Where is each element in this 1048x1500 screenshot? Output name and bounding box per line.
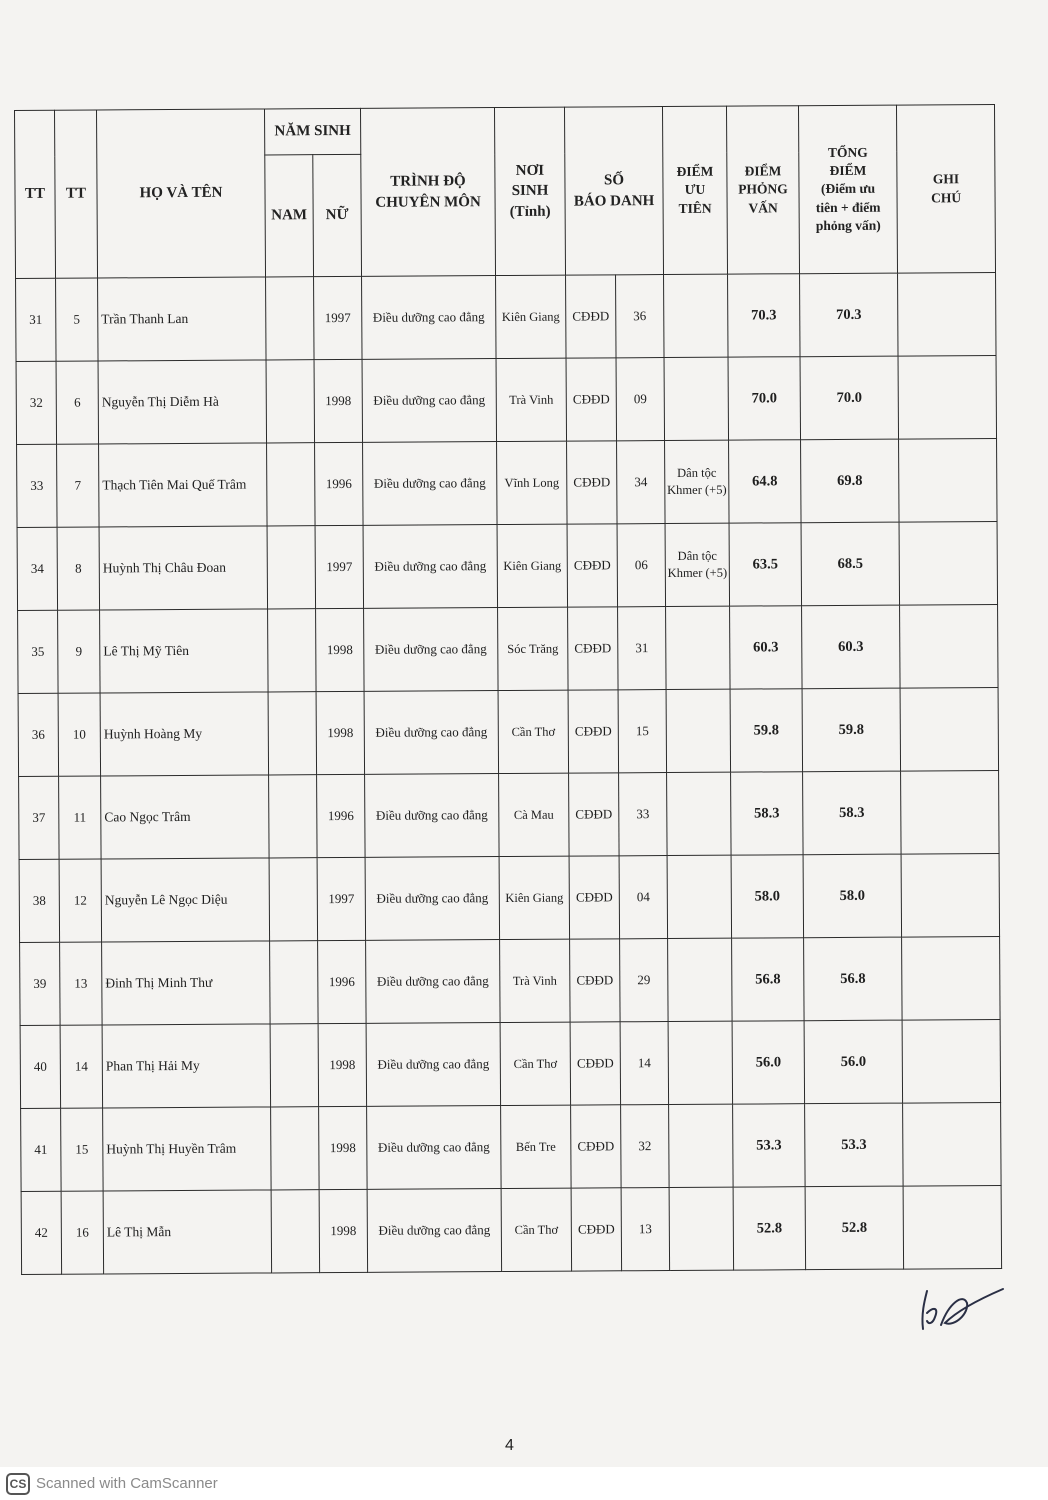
row-sub-index-cell: 8	[57, 527, 100, 610]
candidate-number-cell: 13	[621, 1188, 670, 1271]
birthplace-cell: Kiên Giang	[496, 275, 567, 358]
birth-year-male-cell	[268, 692, 317, 775]
birth-year-male-cell	[267, 443, 316, 526]
note-cell	[900, 605, 999, 689]
row-sub-index-cell: 7	[57, 444, 100, 527]
birth-year-female-cell: 1998	[316, 608, 365, 691]
candidate-number-cell: 33	[619, 773, 668, 856]
birth-year-female-cell: 1997	[317, 857, 366, 940]
total-score-cell: 58.3	[803, 771, 902, 855]
header-birthplace: NƠI SINH (Tỉnh)	[495, 107, 566, 275]
interview-score-cell: 70.3	[728, 274, 801, 357]
interview-score-cell: 70.0	[728, 357, 801, 440]
total-score-cell: 53.3	[805, 1103, 904, 1187]
priority-points-cell	[669, 1187, 734, 1270]
row-index-cell: 36	[18, 693, 59, 776]
scanner-watermark-text: Scanned with CamScanner	[36, 1475, 218, 1492]
candidate-number-cell: 04	[619, 856, 668, 939]
total-score-cell: 70.0	[800, 356, 899, 440]
total-score-cell: 60.3	[802, 605, 901, 689]
priority-points-cell	[664, 274, 729, 357]
table-row	[20, 1019, 1001, 1108]
row-index-cell: 33	[17, 444, 58, 527]
row-sub-index-cell: 15	[61, 1108, 104, 1191]
row-index-cell: 41	[21, 1108, 62, 1191]
qualification-cell: Điều dưỡng cao đẳng	[365, 857, 500, 941]
birthplace-cell: Sóc Trăng	[498, 607, 569, 690]
header-tt-sub: TT	[55, 110, 98, 278]
birth-year-female-cell: 1996	[315, 442, 364, 525]
note-cell	[899, 522, 998, 606]
row-sub-index-cell: 6	[56, 361, 99, 444]
candidate-number-cell: 15	[618, 690, 667, 773]
interview-score-cell: 64.8	[729, 440, 802, 523]
row-index-cell: 37	[19, 776, 60, 859]
qualification-cell: Điều dưỡng cao đẳng	[366, 940, 501, 1024]
candidate-code-cell: CĐĐD	[566, 275, 617, 358]
candidate-name-cell: Trần Thanh Lan	[98, 277, 267, 361]
priority-points-cell	[664, 357, 729, 440]
priority-points-cell	[668, 1021, 733, 1104]
qualification-cell: Điều dưỡng cao đẳng	[365, 774, 500, 858]
candidate-name-cell: Huỳnh Thị Huyền Trâm	[103, 1107, 272, 1191]
candidate-name-cell: Nguyễn Thị Diễm Hà	[98, 360, 267, 444]
priority-points-cell: Dân tộc Khmer (+5)	[665, 523, 730, 606]
note-cell	[898, 273, 997, 357]
birthplace-cell: Kiên Giang	[499, 856, 570, 939]
candidate-name-cell: Lê Thị Mẫn	[103, 1190, 272, 1274]
candidate-code-cell: CĐĐD	[567, 441, 618, 524]
note-cell	[903, 1185, 1002, 1269]
candidate-number-cell: 29	[620, 939, 669, 1022]
birth-year-male-cell	[269, 858, 318, 941]
table-row	[17, 439, 998, 528]
total-score-cell: 69.8	[801, 439, 900, 523]
total-score-cell: 52.8	[805, 1186, 904, 1270]
candidate-number-cell: 36	[616, 275, 665, 358]
note-cell	[902, 1019, 1001, 1103]
birth-year-male-cell	[268, 609, 317, 692]
note-cell	[901, 770, 1000, 854]
birth-year-female-cell: 1998	[319, 1189, 368, 1272]
interview-score-cell: 59.8	[730, 689, 803, 772]
candidate-number-cell: 34	[617, 441, 666, 524]
qualification-cell: Điều dưỡng cao đẳng	[364, 608, 499, 692]
candidate-name-cell: Lê Thị Mỹ Tiên	[100, 609, 269, 693]
birth-year-female-cell: 1998	[314, 359, 363, 442]
interview-score-cell: 60.3	[730, 606, 803, 689]
birth-year-female-cell: 1997	[315, 525, 364, 608]
qualification-cell: Điều dưỡng cao đẳng	[367, 1106, 502, 1190]
row-index-cell: 39	[20, 942, 61, 1025]
table-row	[19, 770, 1000, 859]
row-sub-index-cell: 13	[60, 942, 103, 1025]
candidate-name-cell: Cao Ngọc Trâm	[101, 775, 270, 859]
note-cell	[898, 356, 997, 440]
birthplace-cell: Trà Vinh	[500, 939, 571, 1022]
birthplace-cell: Cần Thơ	[498, 690, 569, 773]
note-cell	[902, 936, 1001, 1020]
table-row	[21, 1185, 1002, 1274]
priority-points-cell	[667, 772, 732, 855]
row-index-cell: 40	[20, 1025, 61, 1108]
row-sub-index-cell: 14	[60, 1025, 103, 1108]
priority-points-cell	[667, 855, 732, 938]
priority-points-cell: Dân tộc Khmer (+5)	[665, 440, 730, 523]
candidate-code-cell: CĐĐD	[570, 1022, 621, 1105]
table-row	[16, 273, 997, 362]
row-index-cell: 42	[21, 1191, 62, 1274]
row-index-cell: 38	[19, 859, 60, 942]
interview-score-cell: 58.0	[731, 855, 804, 938]
birth-year-male-cell	[266, 360, 315, 443]
interview-score-cell: 52.8	[733, 1187, 806, 1270]
header-candidate-number: SỐ BÁO DANH	[565, 107, 664, 276]
header-notes: GHI CHÚ	[897, 105, 996, 274]
qualification-cell: Điều dưỡng cao đẳng	[364, 691, 499, 775]
birthplace-cell: Kiên Giang	[497, 524, 568, 607]
candidate-name-cell: Phan Thị Hải My	[102, 1024, 271, 1108]
row-index-cell: 31	[16, 278, 57, 361]
birth-year-female-cell: 1998	[318, 1023, 367, 1106]
table-row	[17, 522, 998, 611]
candidate-number-cell: 31	[618, 607, 667, 690]
interview-score-cell: 58.3	[731, 772, 804, 855]
birth-year-male-cell	[271, 1107, 320, 1190]
birth-year-female-cell: 1998	[319, 1106, 368, 1189]
total-score-cell: 68.5	[801, 522, 900, 606]
candidate-number-cell: 09	[616, 358, 665, 441]
row-index-cell: 35	[18, 610, 59, 693]
table-row	[21, 1102, 1002, 1191]
qualification-cell: Điều dưỡng cao đẳng	[362, 276, 497, 360]
row-sub-index-cell: 16	[61, 1191, 104, 1274]
signature-mark	[915, 1283, 1005, 1333]
birth-year-female-cell: 1998	[316, 691, 365, 774]
table-body	[16, 273, 1002, 1275]
birthplace-cell: Bến Tre	[501, 1105, 572, 1188]
qualification-cell: Điều dưỡng cao đẳng	[366, 1023, 501, 1107]
row-sub-index-cell: 10	[58, 693, 101, 776]
table-row	[20, 936, 1001, 1025]
interview-score-cell: 56.0	[732, 1021, 805, 1104]
page-number: 4	[505, 1437, 514, 1454]
header-interview-score: ĐIỂM PHỎNG VẤN	[727, 106, 800, 274]
row-sub-index-cell: 11	[59, 776, 102, 859]
interview-score-cell: 63.5	[729, 523, 802, 606]
candidate-code-cell: CĐĐD	[568, 607, 619, 690]
candidate-code-cell: CĐĐD	[571, 1188, 622, 1271]
header-total-score: TỔNG ĐIỂM (Điểm ưu tiên + điểm phỏng vấn)	[799, 105, 898, 274]
birth-year-female-cell: 1997	[314, 276, 363, 359]
birth-year-female-cell: 1996	[317, 774, 366, 857]
candidate-number-cell: 32	[621, 1105, 670, 1188]
birthplace-cell: Cần Thơ	[501, 1188, 572, 1271]
candidate-code-cell: CĐĐD	[569, 856, 620, 939]
header-male: NAM	[265, 155, 314, 277]
row-sub-index-cell: 5	[56, 278, 99, 361]
table-row	[18, 687, 999, 776]
birth-year-male-cell	[269, 775, 318, 858]
note-cell	[899, 439, 998, 523]
qualification-cell: Điều dưỡng cao đẳng	[362, 359, 497, 443]
qualification-cell: Điều dưỡng cao đẳng	[367, 1189, 502, 1273]
total-score-cell: 56.0	[804, 1020, 903, 1104]
header-tt: TT	[15, 110, 56, 278]
candidate-number-cell: 06	[617, 524, 666, 607]
candidate-code-cell: CĐĐD	[567, 524, 618, 607]
header-qualification: TRÌNH ĐỘ CHUYÊN MÔN	[361, 108, 496, 277]
header-female: NỮ	[313, 154, 362, 276]
priority-points-cell	[666, 689, 731, 772]
table-header	[15, 105, 996, 279]
birthplace-cell: Cần Thơ	[500, 1022, 571, 1105]
table-row	[16, 356, 997, 445]
candidate-code-cell: CĐĐD	[569, 773, 620, 856]
birthplace-cell: Vĩnh Long	[497, 441, 568, 524]
row-index-cell: 34	[17, 527, 58, 610]
total-score-cell: 58.0	[803, 854, 902, 938]
candidate-name-cell: Thạch Tiên Mai Quế Trâm	[99, 443, 268, 527]
note-cell	[903, 1102, 1002, 1186]
note-cell	[901, 853, 1000, 937]
header-birth-year: NĂM SINH	[264, 108, 360, 155]
candidate-number-cell: 14	[620, 1022, 669, 1105]
candidate-code-cell: CĐĐD	[566, 358, 617, 441]
total-score-cell: 70.3	[800, 273, 899, 357]
total-score-cell: 56.8	[804, 937, 903, 1021]
camscanner-logo-icon: CS	[6, 1473, 30, 1495]
birth-year-male-cell	[271, 1190, 320, 1273]
header-priority-points: ĐIỂM ƯU TIÊN	[663, 106, 728, 274]
candidate-name-cell: Nguyễn Lê Ngọc Diệu	[101, 858, 270, 942]
interview-score-cell: 53.3	[733, 1104, 806, 1187]
birth-year-male-cell	[266, 277, 315, 360]
row-index-cell: 32	[16, 361, 57, 444]
birth-year-female-cell: 1996	[318, 940, 367, 1023]
birth-year-male-cell	[270, 941, 319, 1024]
birthplace-cell: Trà Vinh	[496, 358, 567, 441]
birthplace-cell: Cà Mau	[499, 773, 570, 856]
candidate-code-cell: CĐĐD	[570, 939, 621, 1022]
candidate-code-cell: CĐĐD	[571, 1105, 622, 1188]
table-row	[19, 853, 1000, 942]
priority-points-cell	[669, 1104, 734, 1187]
header-full-name: HỌ VÀ TÊN	[97, 109, 266, 278]
qualification-cell: Điều dưỡng cao đẳng	[363, 442, 498, 526]
scanner-footer	[0, 1467, 1048, 1500]
candidate-results-table	[14, 104, 1002, 1275]
birth-year-male-cell	[267, 526, 316, 609]
row-sub-index-cell: 9	[58, 610, 101, 693]
birth-year-male-cell	[270, 1024, 319, 1107]
candidate-code-cell: CĐĐD	[568, 690, 619, 773]
candidate-name-cell: Đinh Thị Minh Thư	[102, 941, 271, 1025]
qualification-cell: Điều dưỡng cao đẳng	[363, 525, 498, 609]
results-sheet	[14, 104, 1001, 1275]
candidate-name-cell: Huỳnh Thị Châu Đoan	[99, 526, 268, 610]
candidate-name-cell: Huỳnh Hoàng My	[100, 692, 269, 776]
note-cell	[900, 687, 999, 771]
priority-points-cell	[666, 606, 731, 689]
table-row	[18, 605, 999, 694]
total-score-cell: 59.8	[802, 688, 901, 772]
priority-points-cell	[668, 938, 733, 1021]
interview-score-cell: 56.8	[732, 938, 805, 1021]
row-sub-index-cell: 12	[59, 859, 102, 942]
